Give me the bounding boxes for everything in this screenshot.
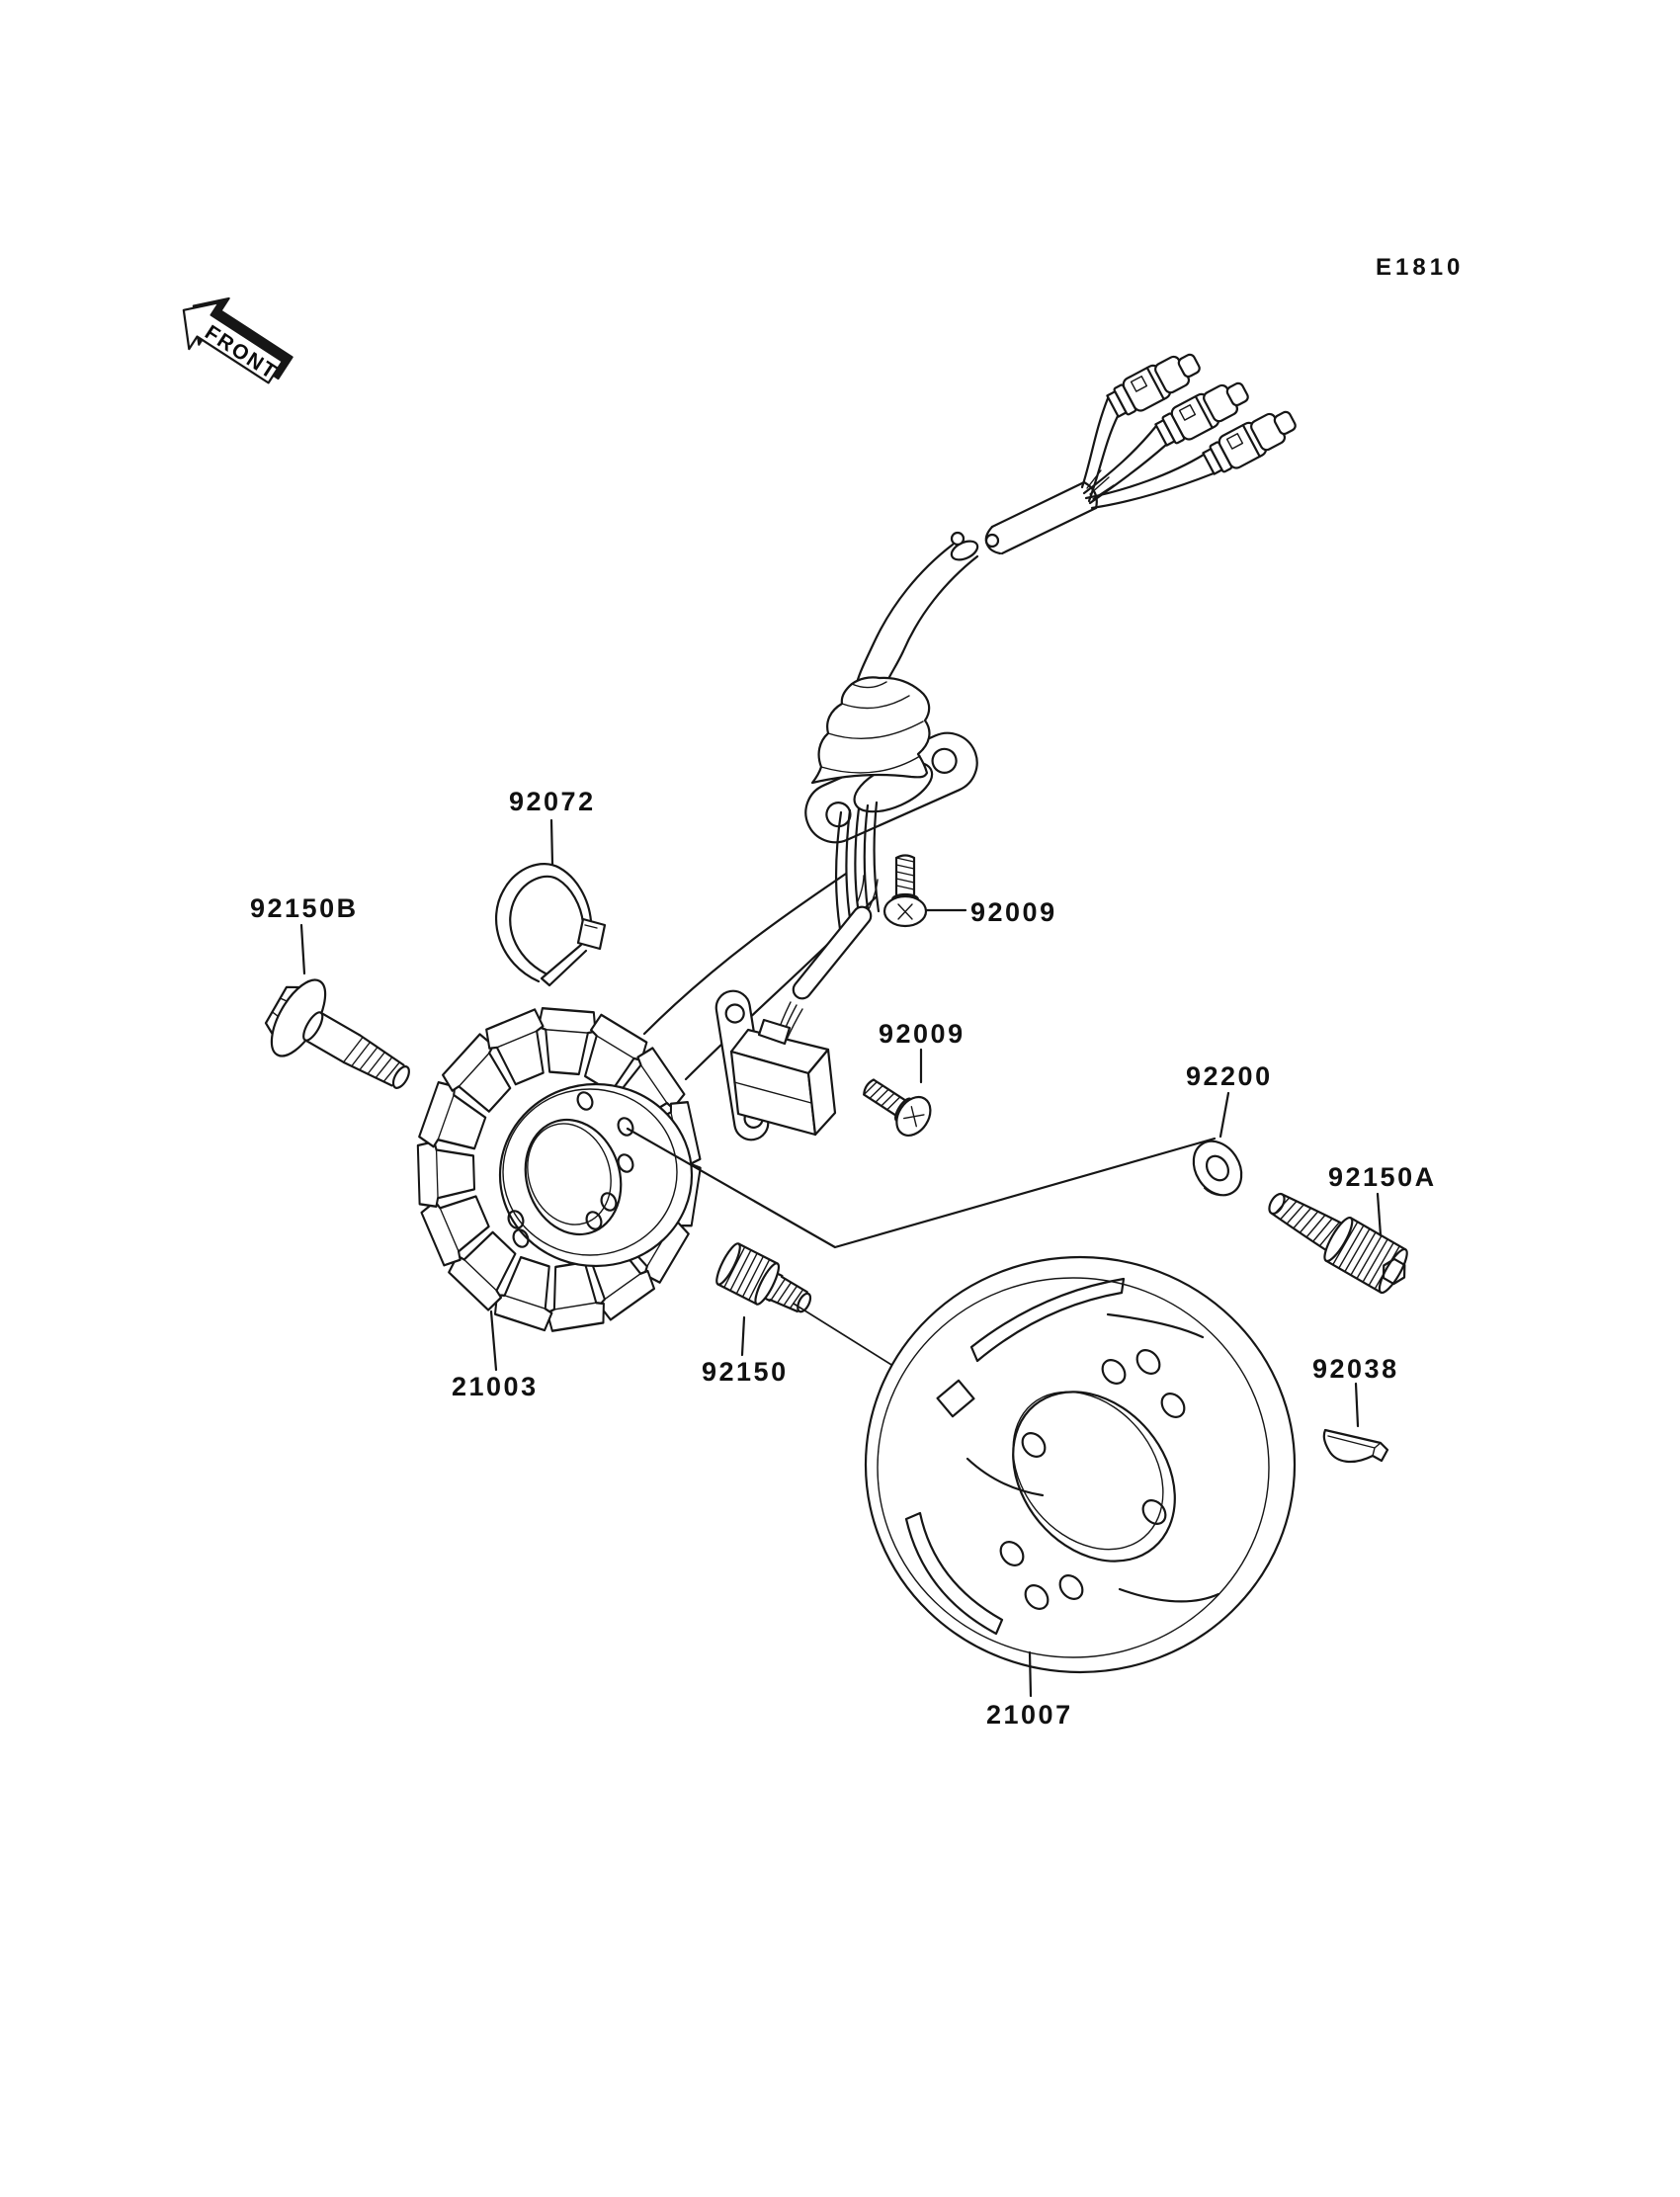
front-arrow-label: FRONT [201,320,282,384]
wire-sleeve [790,903,875,1002]
stator [418,1008,701,1331]
rotor [866,1257,1295,1672]
screw-92009-lower [856,1068,938,1141]
rubber-boot [812,677,929,783]
part-label-92200: 92200 [1186,1061,1273,1091]
cable-lower [857,533,980,683]
part-label-92072: 92072 [509,787,596,816]
part-label-92150b: 92150B [250,893,359,923]
sensor-wire [777,876,878,1040]
stator-bolt-92150 [713,1241,818,1325]
part-label-92038: 92038 [1312,1354,1399,1384]
front-arrow [168,281,300,398]
part-label-21007: 21007 [986,1700,1073,1730]
part-label-21003: 21003 [452,1372,539,1401]
page-code: E1810 [1376,254,1465,281]
part-label-92009-upper: 92009 [970,897,1057,927]
part-label-92150a: 92150A [1328,1162,1437,1192]
washer-92200 [1184,1133,1251,1205]
woodruff-key [1324,1430,1387,1462]
screw-92009-upper [884,856,926,927]
flanged-bolt-92150b [255,969,428,1117]
rotor-bolt-92150a [1259,1179,1416,1299]
part-label-92009-lower: 92009 [879,1019,966,1049]
part-label-92150: 92150 [702,1357,789,1387]
cable-tie [496,864,605,985]
